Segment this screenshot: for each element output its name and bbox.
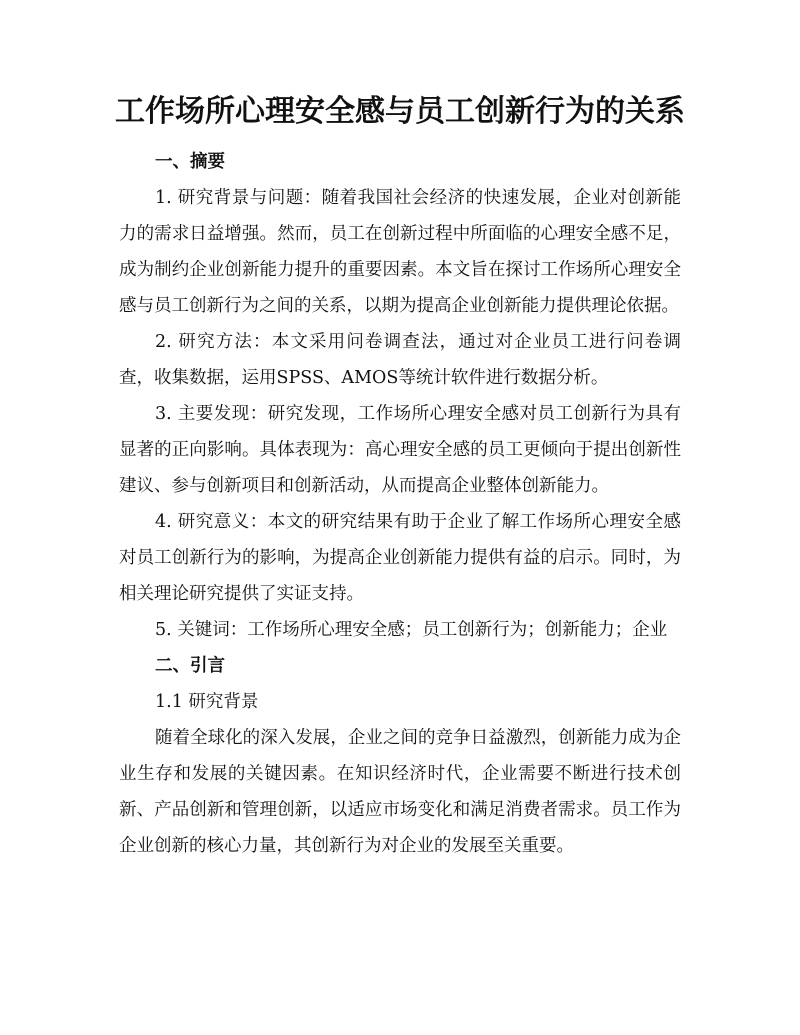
subsection-heading-background: 1.1 研究背景 — [155, 692, 259, 712]
document-body — [119, 144, 681, 864]
abstract-paragraph-method: 2. 研究方法：本文采用问卷调查法，通过对企业员工进行问卷调查，收集数据，运用SPSS、AMOS等统计软件进行数据分析。 — [119, 332, 681, 388]
section-heading-abstract: 一、摘要 — [155, 152, 225, 172]
abstract-paragraph-findings: 3. 主要发现：研究发现，工作场所心理安全感对员工创新行为具有显著的正向影响。具体表现为：高心理安全感的员工更倾向于提出创新性建议、参与创新项目和创新活动，从而提高企业整体创新能力。 — [119, 404, 681, 496]
document-title: 工作场所心理安全感与员工创新行为的关系 — [115, 94, 685, 129]
abstract-paragraph-background: 1. 研究背景与问题：随着我国社会经济的快速发展，企业对创新能力的需求日益增强。然而，员工在创新过程中所面临的心理安全感不足，成为制约企业创新能力提升的重要因素。本文旨在探讨工作场所心理安全感与员工创新行为之间的关系，以期为提高企业创新能力提供理论依据。 — [119, 188, 681, 316]
abstract-paragraph-keywords: 5. 关键词：工作场所心理安全感；员工创新行为；创新能力；企业 — [155, 620, 668, 640]
abstract-paragraph-significance: 4. 研究意义：本文的研究结果有助于企业了解工作场所心理安全感对员工创新行为的影响，为提高企业创新能力提供有益的启示。同时，为相关理论研究提供了实证支持。 — [119, 512, 681, 604]
introduction-paragraph: 随着全球化的深入发展，企业之间的竞争日益激烈，创新能力成为企业生存和发展的关键因素。在知识经济时代，企业需要不断进行技术创新、产品创新和管理创新，以适应市场变化和满足消费者需求。员工作为企业创新的核心力量，其创新行为对企业的发展至关重要。 — [119, 728, 681, 856]
section-heading-introduction: 二、引言 — [155, 656, 225, 676]
